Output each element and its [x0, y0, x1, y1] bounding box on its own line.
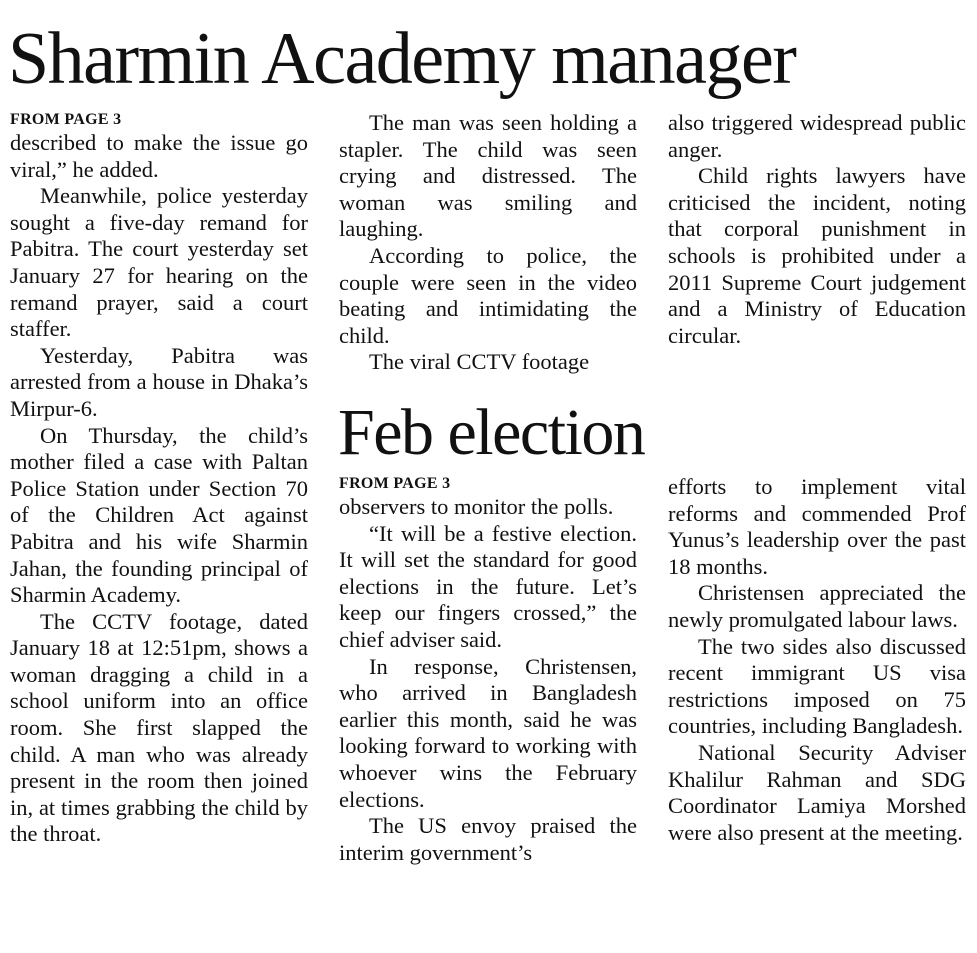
paragraph: In response, Christensen, who arrived in Bangladesh earlier this month, said he was looking forward to working with whoever wins the February elections.: [339, 653, 637, 812]
paragraph: The viral CCTV footage: [369, 349, 590, 375]
paragraph: National Security Adviser Khalilur Rahman and SDG Coordinator Lamiya Morshed were also present at the meeting.: [668, 739, 966, 845]
story2-column-2: [668, 474, 966, 846]
paragraph: The US envoy praised the interim government’s: [339, 813, 637, 865]
paragraph: “It will be a festive election. It will set the standard for good elections in the future. Let’s keep our fingers crossed,” the chief adviser said.: [339, 520, 637, 652]
paragraph: observers to monitor the polls.: [339, 494, 614, 519]
paragraph: also triggered widespread public anger.: [668, 110, 966, 162]
paragraph: The two sides also discussed recent immigrant US visa restrictions imposed on 75 countries, including Bangladesh.: [668, 633, 966, 739]
paragraph: Christensen appreciated the newly promulgated labour laws.: [668, 580, 966, 632]
paragraph: The CCTV footage, dated January 18 at 12:51pm, shows a woman dragging a child in a school uniform into an office room. She first slapped the child. A man who was already present in the room then joined in, at times grabbing the child by the throat.: [10, 608, 308, 847]
headline-feb-election: Feb election: [338, 396, 645, 469]
paragraph: Yesterday, Pabitra was arrested from a house in Dhaka’s Mirpur-6.: [10, 342, 308, 421]
story1-column-2: [339, 110, 637, 376]
paragraph: The man was seen holding a stapler. The child was seen crying and distressed. The woman was smiling and laughing.: [339, 110, 637, 242]
kicker-from-page: FROM PAGE 3: [339, 475, 451, 492]
paragraph: Meanwhile, police yesterday sought a five-day remand for Pabitra. The court yesterday set January 27 for hearing on the remand prayer, said a court staffer.: [10, 183, 308, 342]
paragraph: According to police, the couple were seen in the video beating and intimidating the child.: [339, 242, 637, 348]
kicker-from-page: FROM PAGE 3: [10, 111, 122, 128]
story1-column-1: [10, 110, 308, 848]
paragraph: On Thursday, the child’s mother filed a case with Paltan Police Station under Section 70 of the Children Act against Pabitra and his wife Sharmin Jahan, the founding principal of Sharmin Academy.: [10, 422, 308, 608]
paragraph: Child rights lawyers have criticised the incident, noting that corporal punishment in schools is prohibited under a 2011 Supreme Court judgement and a Ministry of Education circular.: [668, 163, 966, 348]
story2-column-1: [339, 474, 637, 866]
headline-sharmin-academy: Sharmin Academy manager: [8, 18, 796, 100]
paragraph: described to make the issue go viral,” he added.: [10, 130, 308, 182]
paragraph: efforts to implement vital reforms and commended Prof Yunus’s leadership over the past 18 months.: [668, 474, 966, 579]
story1-column-3: [668, 110, 966, 349]
